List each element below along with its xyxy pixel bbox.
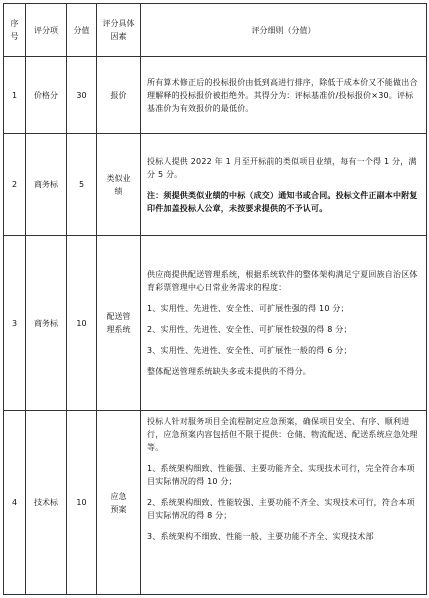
detail-paragraph: 2、系统架构细致、性能较强、主要功能不齐全、实现技术可行，符合本项目实际情况的得 8 分； [147,498,415,520]
row-factor: 报价 [97,57,141,134]
header-score: 分值 [67,4,97,57]
table-row [4,411,427,595]
row-seq: 1 [4,57,26,134]
detail-note: 注：须提供类似业绩的中标（成交）通知书或合同。投标文件正副本中附复印件加盖投标人公章，未按要求提供的不予认可。 [147,190,418,213]
row-seq: 3 [4,236,26,411]
table-row [4,57,427,134]
header-seq: 序号 [4,4,26,57]
row-item: 商务标 [26,134,67,236]
detail-paragraph: 1、系统架构细致、性能强、主要功能齐全、实现技术可行，完全符合本项目实际情况的得 10 分； [147,464,415,486]
row-factor: 应急预案 [97,411,141,595]
scoring-table [3,3,427,595]
detail-paragraph: 投标人提供 2022 年 1 月至开标前的类似项目业绩，每有一个得 1 分，满分 5 分。 [147,156,417,179]
header-factor: 评分具体因素 [97,4,141,57]
row-item: 技术标 [26,411,67,595]
detail-paragraph: 投标人针对服务项目全流程制定应急预案，确保项目安全、有序、顺利进行，应急预案内容包括但不限于提供：仓储、物流配送、配送系统应急处理等。 [147,417,418,452]
detail-paragraph: 2、实用性、先进性、安全性、可扩展性较强的得 8 分； [147,325,352,334]
row-score: 10 [67,411,97,595]
row-score: 5 [67,134,97,236]
detail-paragraph: 1、实用性、先进性、安全性、可扩展性强的得 10 分； [147,304,349,313]
row-seq: 4 [4,411,26,595]
detail-paragraph: 3、系统架构不细致、性能一般、主要功能不齐全、实现技术部 [147,532,374,541]
row-score: 10 [67,236,97,411]
detail-paragraph: 供应商提供配送管理系统，根据系统软件的整体架构满足宁夏回族自治区体育彩票管理中心日常业务需求的程度： [147,270,418,292]
row-factor: 配送管理系统 [97,236,141,411]
detail-paragraph: 整体配送管理系统缺失多或未提供的不得分。 [147,367,311,376]
row-detail [141,411,427,595]
detail-paragraph: 3、实用性、先进性、安全性、可扩展性一般的得 6 分； [147,346,352,355]
row-detail [141,236,427,411]
row-score: 30 [67,57,97,134]
row-detail [141,134,427,236]
row-item: 价格分 [26,57,67,134]
table-row [4,236,427,411]
detail-paragraph: 所有算术修正后的投标报价由低到高进行排序，除低于成本价又不能做出合理解释的投标报价被拒绝外。其得分为：评标基准价/投标报价×30。评标基准价为有效报价的最低价。 [147,77,418,113]
row-factor: 类似业绩 [97,134,141,236]
header-detail: 评分细则（分值） [141,4,427,57]
row-seq: 2 [4,134,26,236]
header-row [4,4,427,57]
table-row [4,134,427,236]
header-item: 评分项 [26,4,67,57]
row-detail [141,57,427,134]
row-item: 商务标 [26,236,67,411]
